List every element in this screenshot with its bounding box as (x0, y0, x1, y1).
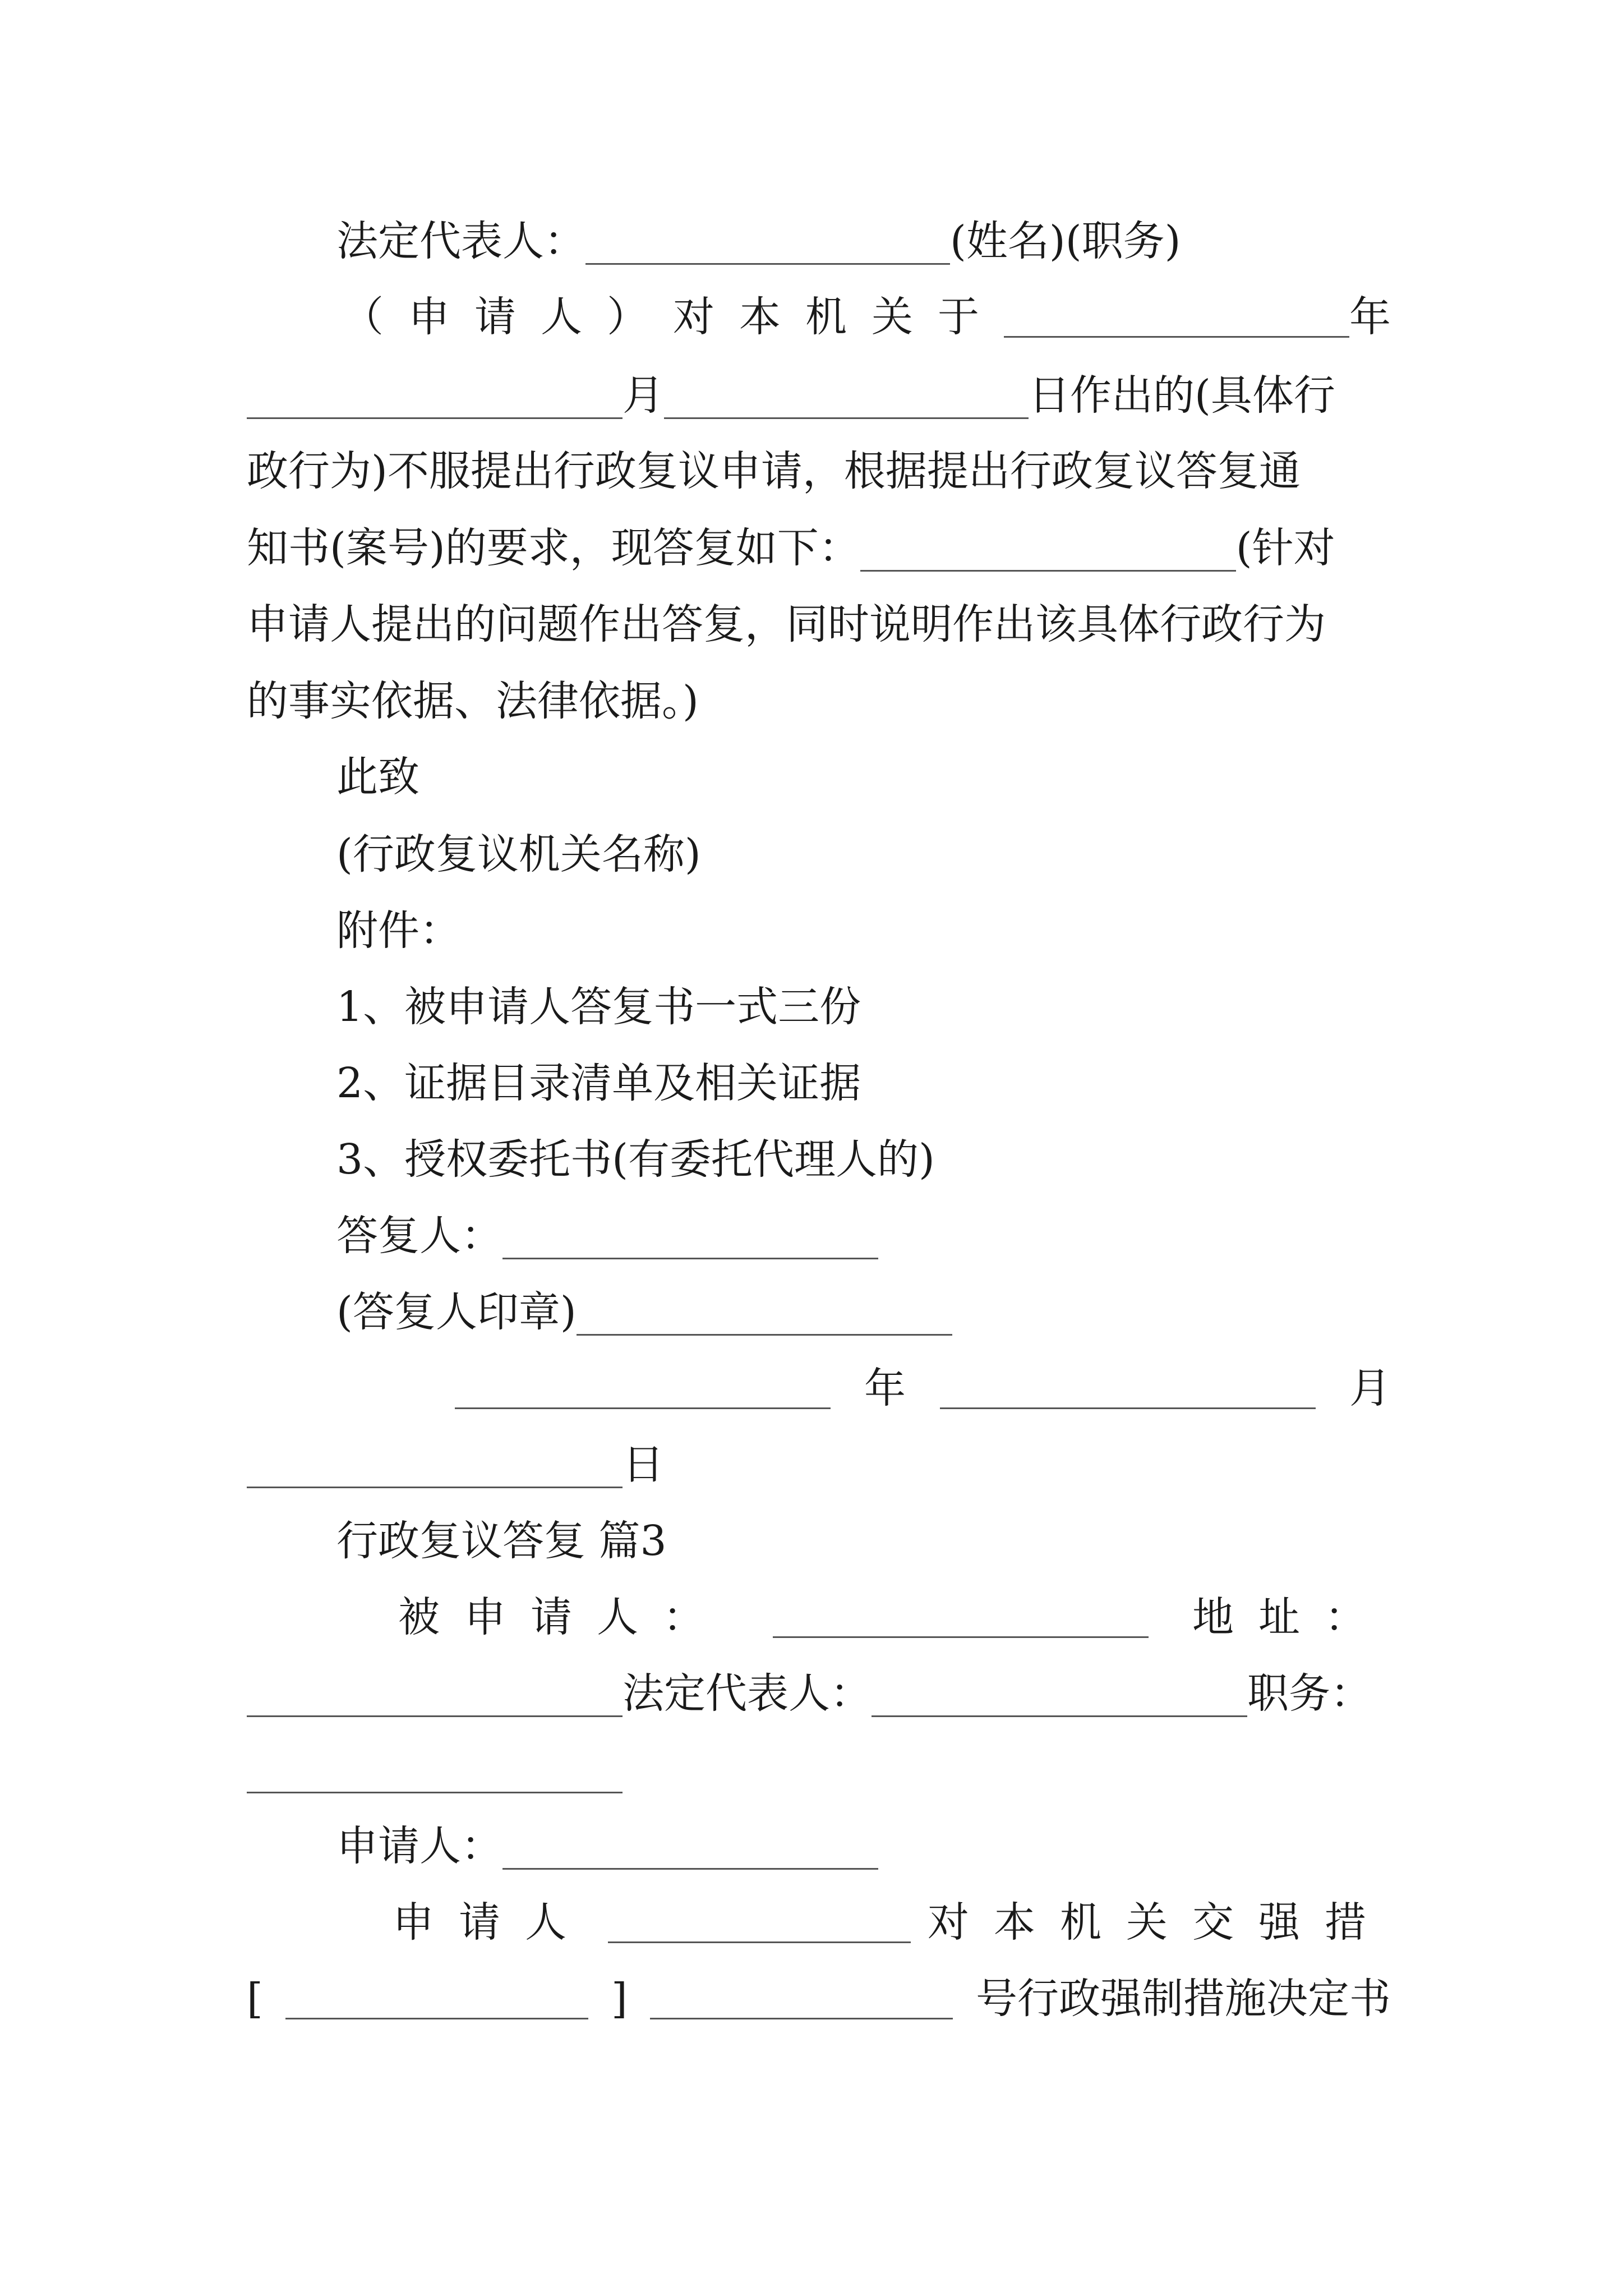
fill-blank (940, 1368, 1316, 1409)
doc-line (247, 1434, 1391, 1496)
doc-text: (行政复议机关名称) (336, 830, 701, 878)
doc-text: ] (611, 1975, 628, 2023)
doc-line (247, 1663, 1391, 1724)
doc-line (336, 1052, 1391, 1114)
fill-blank (585, 224, 950, 265)
doc-line (247, 670, 1391, 732)
doc-line (336, 1510, 1391, 1572)
fill-blank (455, 1368, 831, 1409)
fill-blank (860, 531, 1236, 572)
doc-text: 被申请人： (398, 1593, 729, 1641)
fill-blank (247, 1447, 623, 1488)
doc-text: 申请人 (393, 1898, 591, 1947)
doc-line (247, 593, 1391, 655)
doc-text: (姓名)(职务) (950, 217, 1181, 265)
doc-text: 政行为)不服提出行政复议申请，根据提出行政复议答复通 (247, 447, 1301, 495)
doc-line (336, 823, 1391, 885)
doc-text: 对本机关交强措 (928, 1898, 1391, 1947)
fill-blank (502, 1829, 878, 1870)
doc-text: (针对 (1235, 524, 1335, 572)
doc-text: 法定代表人： (336, 217, 585, 265)
fill-blank (664, 378, 1029, 419)
doc-text: 此致 (336, 753, 419, 801)
doc-line (336, 746, 1391, 808)
fill-blank (247, 1676, 623, 1717)
doc-text: [ (247, 1975, 263, 2023)
doc-text: 日作出的(具体行 (1029, 371, 1335, 420)
doc-line (336, 1815, 1391, 1877)
doc-text: 日 (623, 1441, 664, 1489)
doc-text: 号行政强制措施决定书 (976, 1975, 1391, 2023)
doc-line (247, 1739, 1391, 1801)
doc-line (336, 1205, 1391, 1267)
fill-blank (502, 1218, 878, 1259)
doc-text: 月 (623, 371, 664, 420)
doc-text: 申请人： (336, 1822, 502, 1870)
fill-blank (285, 1978, 588, 2019)
fill-blank (773, 1597, 1149, 1638)
doc-text: 地址： (1192, 1593, 1391, 1641)
doc-text: 2、证据目录清单及相关证据 (336, 1059, 861, 1107)
doc-line (336, 976, 1391, 1038)
doc-text: 答复人： (336, 1212, 502, 1260)
fill-blank (247, 378, 623, 419)
doc-line (247, 440, 1391, 502)
fill-blank (872, 1676, 1247, 1717)
doc-text: 法定代表人： (623, 1669, 872, 1718)
doc-text: 月 (1349, 1364, 1391, 1412)
fill-blank (577, 1295, 952, 1336)
doc-line (247, 365, 1391, 426)
doc-line (247, 1968, 1391, 2030)
fill-blank (247, 1752, 623, 1793)
fill-blank (1004, 297, 1349, 338)
doc-text: 3、授权委托书(有委托代理人的) (336, 1135, 935, 1184)
fill-blank (650, 1978, 953, 2019)
doc-text: 申请人提出的问题作出答复，同时说明作出该具体行政行为 (247, 600, 1326, 648)
doc-text: 1、被申请人答复书一式三份 (336, 983, 861, 1031)
doc-line (336, 900, 1391, 961)
doc-text: 年 (864, 1364, 906, 1412)
doc-text: 行政复议答复 篇3 (336, 1517, 667, 1565)
doc-text: （申请人）对本机关于 (342, 293, 1004, 341)
doc-text: 知书(案号)的要求，现答复如下： (247, 524, 860, 572)
doc-line (336, 210, 1391, 272)
doc-text: 附件： (336, 907, 461, 955)
doc-line (247, 1892, 1391, 1953)
doc-line (247, 517, 1391, 579)
doc-text: (答复人印章) (336, 1288, 577, 1336)
doc-line (247, 286, 1391, 348)
doc-line (336, 1281, 1391, 1343)
doc-line (247, 1586, 1391, 1648)
doc-line (247, 1358, 1391, 1419)
fill-blank (608, 1902, 911, 1943)
doc-text: 年 (1349, 293, 1391, 341)
doc-text: 的事实依据、法律依据。) (247, 677, 699, 725)
doc-text: 职务： (1247, 1669, 1372, 1718)
doc-line (336, 1129, 1391, 1190)
